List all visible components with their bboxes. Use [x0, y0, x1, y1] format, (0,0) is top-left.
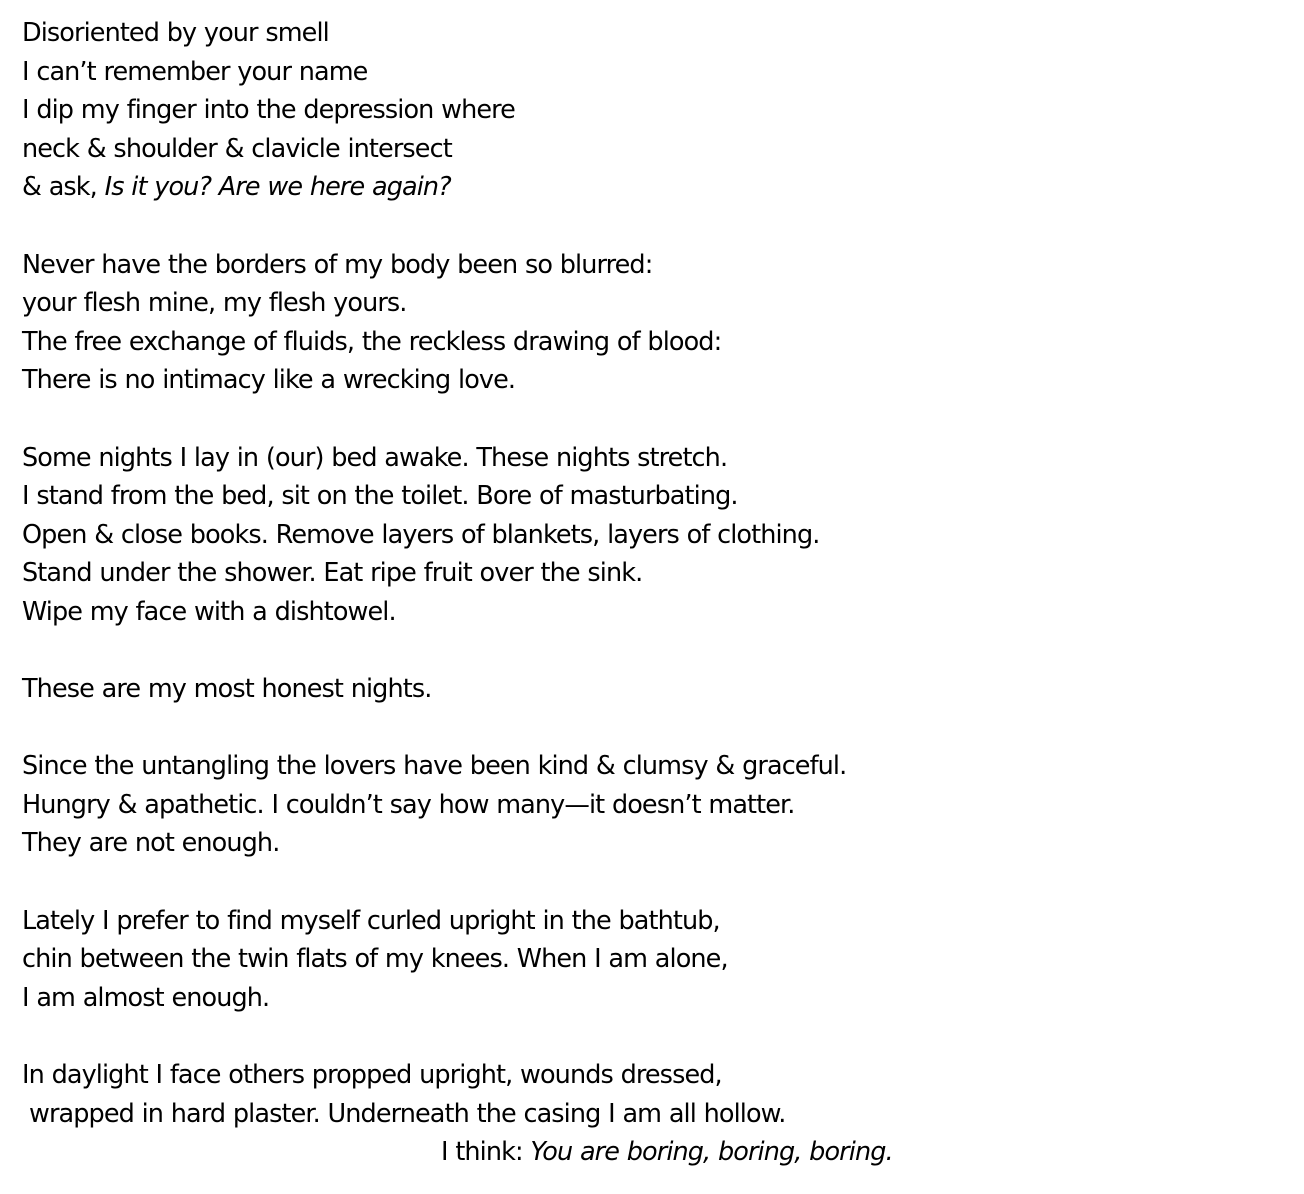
stanza-break [22, 863, 893, 902]
poem-line: These are my most honest nights. [22, 674, 432, 705]
stanza-break [22, 400, 893, 439]
poem [22, 14, 893, 1172]
line-text: & ask, [22, 172, 105, 203]
stanza-1 [22, 14, 893, 207]
poem-line: wrapped in hard plaster. Underneath the casing I am all hollow. [29, 1098, 786, 1129]
poem-line: There is no intimacy like a wrecking love. [22, 365, 516, 396]
line-text: I think: [441, 1137, 531, 1168]
poem-line: Stand under the shower. Eat ripe fruit over the sink. [22, 558, 643, 589]
poem-line: Wipe my face with a dishtowel. [22, 596, 396, 627]
italic-text: You are boring, boring, boring. [530, 1137, 893, 1168]
poem-line: In daylight I face others propped upright, wounds dressed, [22, 1060, 722, 1091]
poem-line: I stand from the bed, sit on the toilet. Bore of masturbating. [22, 481, 738, 512]
poem-line: your flesh mine, my flesh yours. [22, 288, 407, 319]
poem-line: Hungry & apathetic. I couldn’t say how many—it doesn’t matter. [22, 789, 795, 820]
poem-line: Open & close books. Remove layers of blankets, layers of clothing. [22, 519, 820, 550]
italic-text: Is it you? Are we here again? [104, 172, 451, 203]
poem-line: Never have the borders of my body been so blurred: [22, 249, 653, 280]
poem-line [22, 1133, 893, 1172]
poem-line: I dip my finger into the depression where [22, 95, 515, 126]
stanza-break [22, 709, 893, 748]
stanza-break [22, 632, 893, 671]
stanza-7 [22, 1056, 893, 1172]
poem-line: Lately I prefer to find myself curled upright in the bathtub, [22, 905, 720, 936]
stanza-6 [22, 902, 893, 1018]
stanza-break [22, 1017, 893, 1056]
stanza-4 [22, 670, 893, 709]
poem-line: I am almost enough. [22, 982, 270, 1013]
poem-line: Some nights I lay in (our) bed awake. These nights stretch. [22, 442, 728, 473]
poem-line: Since the untangling the lovers have been kind & clumsy & graceful. [22, 751, 847, 782]
stanza-2 [22, 246, 893, 400]
poem-line: Disoriented by your smell [22, 18, 329, 48]
stanza-5 [22, 747, 893, 863]
poem-line: neck & shoulder & clavicle intersect [22, 133, 452, 164]
poem-line: The free exchange of fluids, the reckless drawing of blood: [22, 326, 722, 357]
stanza-break [22, 207, 893, 246]
poem-line: They are not enough. [22, 828, 280, 859]
poem-line: I can’t remember your name [22, 56, 368, 87]
poem-line: chin between the twin flats of my knees. When I am alone, [22, 944, 728, 975]
stanza-3 [22, 439, 893, 632]
poem-line [22, 168, 893, 207]
